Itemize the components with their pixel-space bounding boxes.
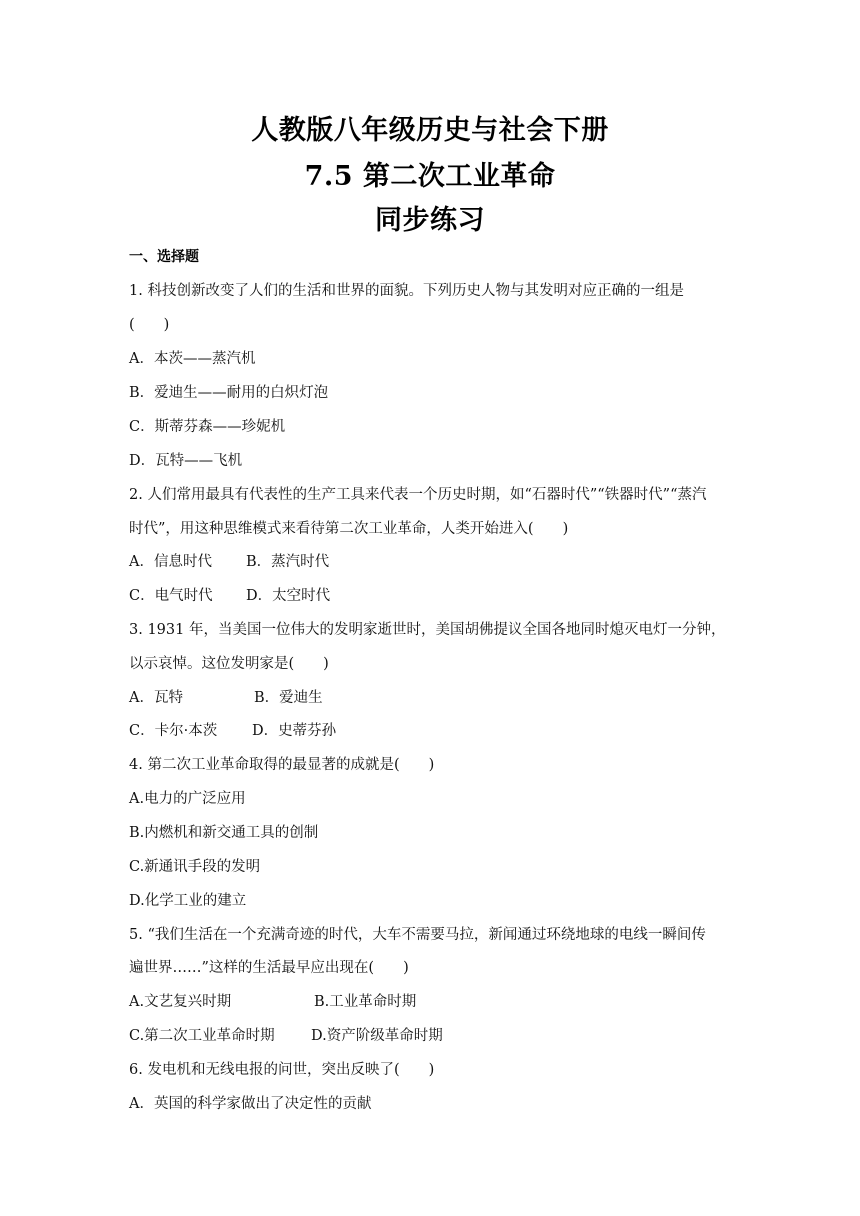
question-2-option-a: A．信息时代: [129, 554, 212, 570]
question-2-option-d: D．太空时代: [246, 588, 331, 604]
question-5-stem-line1: 5. “我们生活在一个充满奇迹的时代，大车不需要马拉，新闻通过环绕地球的电线一瞬间传: [129, 927, 706, 943]
question-2-options-row2: [129, 586, 739, 606]
question-4-stem: 4. 第二次工业革命取得的最显著的成就是( ): [129, 757, 435, 773]
section-heading: 一、选择题: [129, 249, 199, 265]
question-3-option-c: C．卡尔·本茨: [129, 723, 218, 739]
document-title: 人教版八年级历史与社会下册: [251, 115, 609, 146]
document-subtitle: 同步练习: [375, 205, 485, 236]
question-2-options-row1: [129, 552, 739, 572]
question-1-option-b: B．爱迪生——耐用的白炽灯泡: [129, 385, 329, 401]
question-5-stem-line2: 遍世界……”这样的生活最早应出现在( ): [129, 960, 409, 976]
question-5-option-c: C.第二次工业革命时期: [129, 1028, 275, 1044]
question-6-stem: 6. 发电机和无线电报的问世，突出反映了( ): [129, 1062, 435, 1078]
question-1-stem-line1: 1. 科技创新改变了人们的生活和世界的面貌。下列历史人物与其发明对应正确的一组是: [129, 283, 684, 299]
question-3-options-row2: [129, 721, 739, 741]
question-4-option-a: A.电力的广泛应用: [129, 791, 246, 807]
question-5-option-d: D.资产阶级革命时期: [311, 1028, 443, 1044]
question-1-option-d: D．瓦特——飞机: [129, 453, 243, 469]
question-1-option-a: A．本茨——蒸汽机: [129, 351, 256, 367]
question-2-stem-line2: 时代”，用这种思维模式来看待第二次工业革命，人类开始进入( ): [129, 521, 569, 537]
question-5-options-row2: [129, 1026, 739, 1046]
question-3-option-d: D．史蒂芬孙: [252, 723, 337, 739]
question-4-option-b: B.内燃机和新交通工具的创制: [129, 825, 319, 841]
question-2-option-b: B．蒸汽时代: [246, 554, 330, 570]
question-5-option-a: A.文艺复兴时期: [129, 994, 232, 1010]
question-4-option-d: D.化学工业的建立: [129, 893, 247, 909]
lesson-title: 7.5 第二次工业革命: [304, 161, 556, 192]
question-5-option-b: B.工业革命时期: [314, 994, 417, 1010]
question-5-options-row1: [129, 992, 739, 1012]
question-2-stem-line1: 2. 人们常用最具有代表性的生产工具来代表一个历史时期，如“石器时代”“铁器时代”“蒸汽: [129, 487, 707, 503]
question-3-option-b: B．爱迪生: [254, 690, 323, 706]
question-3-options-row1: [129, 688, 739, 708]
question-1-option-c: C．斯蒂芬森——珍妮机: [129, 419, 286, 435]
question-3-stem-line1: 3. 1931 年，当美国一位伟大的发明家逝世时，美国胡佛提议全国各地同时熄灭电灯一分钟，: [129, 622, 726, 638]
question-6-option-a: A．英国的科学家做出了决定性的贡献: [129, 1096, 372, 1112]
question-3-option-a: A．瓦特: [129, 690, 183, 706]
question-3-stem-line2: 以示哀悼。这位发明家是( ): [129, 656, 329, 672]
question-4-option-c: C.新通讯手段的发明: [129, 859, 261, 875]
question-1-stem-line2: ( ): [129, 317, 170, 333]
question-2-option-c: C．电气时代: [129, 588, 213, 604]
